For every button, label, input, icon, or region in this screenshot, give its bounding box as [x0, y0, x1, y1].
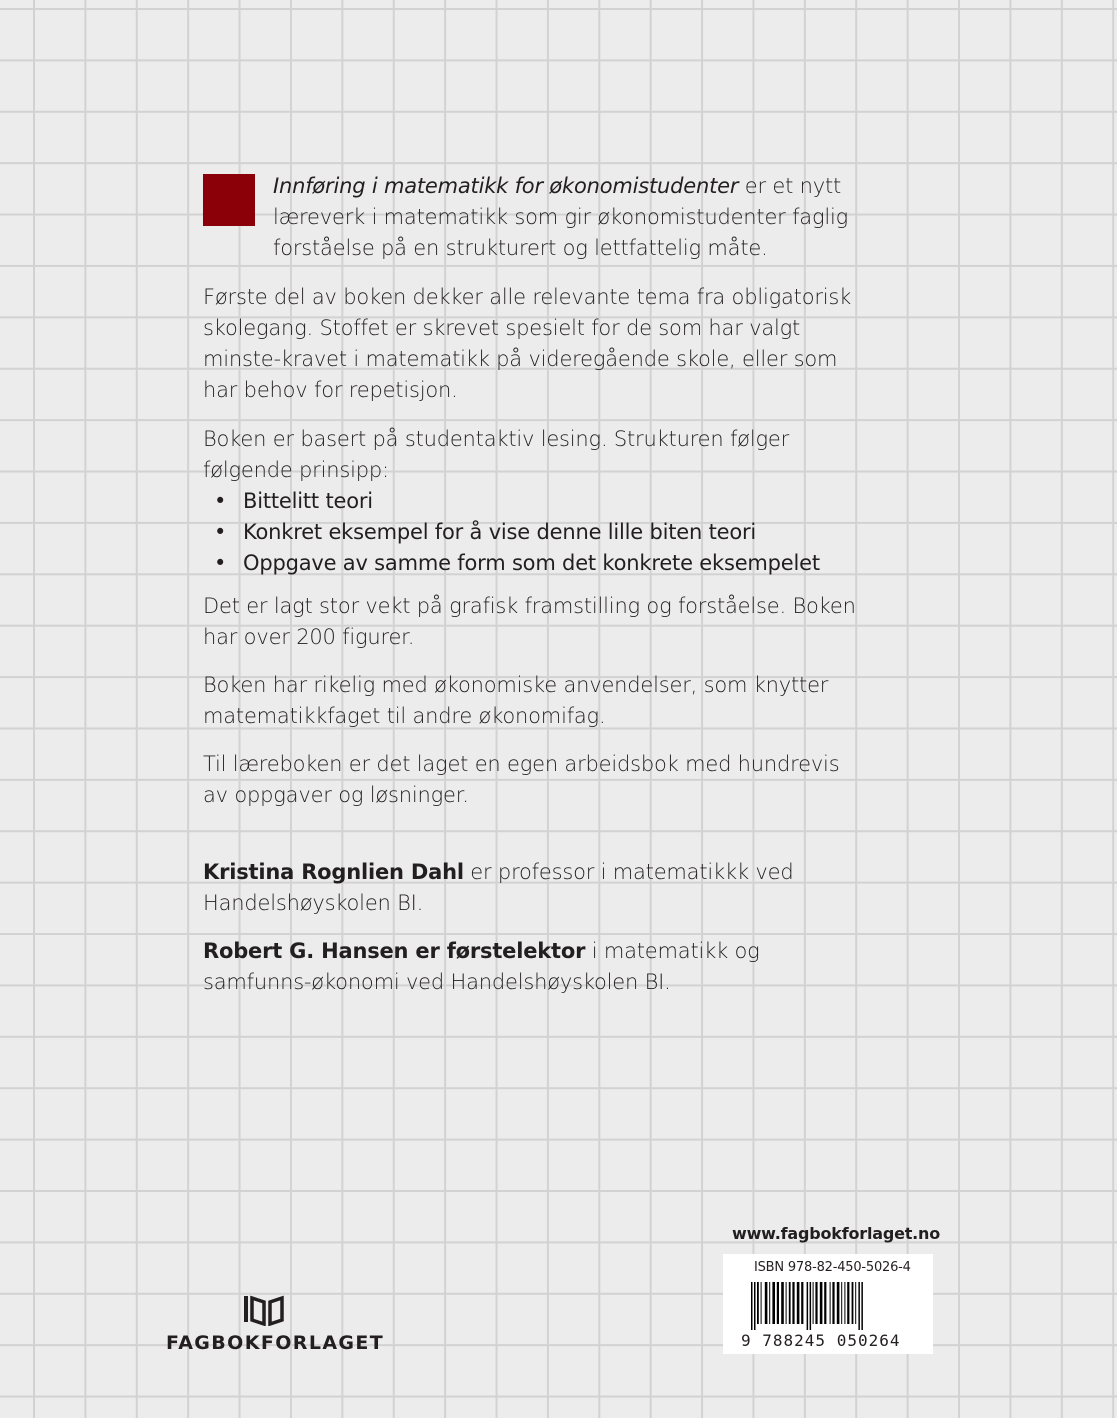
intro-text: er et nytt læreverk i matematikk som gir økonomistudenter faglig forståelse på en strukturert og lettfattelig måte.	[273, 174, 849, 260]
barcode-icon	[751, 1282, 915, 1330]
accent-square	[203, 174, 255, 226]
paragraph-text: Det er lagt stor vekt på grafisk framstilling og forståelse. Boken har over 200 figurer.	[203, 594, 856, 649]
publisher-website: www.fagbokforlaget.no	[732, 1224, 941, 1243]
publisher-logo	[166, 1290, 385, 1360]
author-description: er professor i matematikkk ved Handelshøyskolen BI.	[203, 860, 794, 915]
bullet-icon: •	[214, 520, 227, 544]
paragraph-principles	[203, 424, 863, 486]
paragraph-figures	[203, 591, 863, 653]
bullet-icon: •	[214, 551, 227, 575]
barcode-panel	[723, 1254, 933, 1354]
list-item-text: Oppgave av samme form som det konkrete eksempelet	[243, 551, 820, 575]
paragraph-workbook	[203, 749, 863, 811]
list-item	[214, 517, 820, 548]
isbn-label: ISBN 978-82-450-5026-4	[754, 1260, 911, 1275]
paragraph-text: Første del av boken dekker alle relevante tema fra obligatorisk skolegang. Stoffet er skrevet spesielt for de som har valgt minste-kravet i matematikk på videregående skole, eller som har behov for repetisjon.	[203, 285, 852, 402]
principles-list	[214, 486, 820, 579]
author-description: i matematikk og samfunns-økonomi ved Handelshøyskolen BI.	[203, 939, 760, 994]
bullet-icon: •	[214, 489, 227, 513]
list-item-text: Konkret eksempel for å vise denne lille biten teori	[243, 520, 757, 544]
publisher-name: FAGBOKFORLAGET	[166, 1332, 385, 1354]
author-bio	[203, 857, 863, 919]
book-title: Innføring i matematikk for økonomistudenter	[273, 174, 739, 198]
paragraph-text: Til læreboken er det laget en egen arbeidsbok med hundrevis av oppgaver og løsninger.	[203, 752, 840, 807]
list-item-text: Bittelitt teori	[243, 489, 373, 513]
list-item	[214, 548, 820, 579]
author-name: Kristina Rognlien Dahl	[203, 860, 464, 884]
barcode-number: 9 788245 050264	[741, 1331, 901, 1350]
author-name: Robert G. Hansen er førstelektor	[203, 939, 586, 963]
paragraph-text: Boken er basert på studentaktiv lesing. Strukturen følger følgende prinsipp:	[203, 427, 790, 482]
paragraph-text: Boken har rikelig med økonomiske anvendelser, som knytter matematikkfaget til andre økonomifag.	[203, 673, 829, 728]
author-bio	[203, 936, 863, 998]
intro-paragraph	[273, 171, 863, 264]
paragraph-content	[203, 282, 863, 406]
paragraph-applications	[203, 670, 863, 732]
book-logo-icon	[242, 1294, 284, 1326]
list-item	[214, 486, 820, 517]
